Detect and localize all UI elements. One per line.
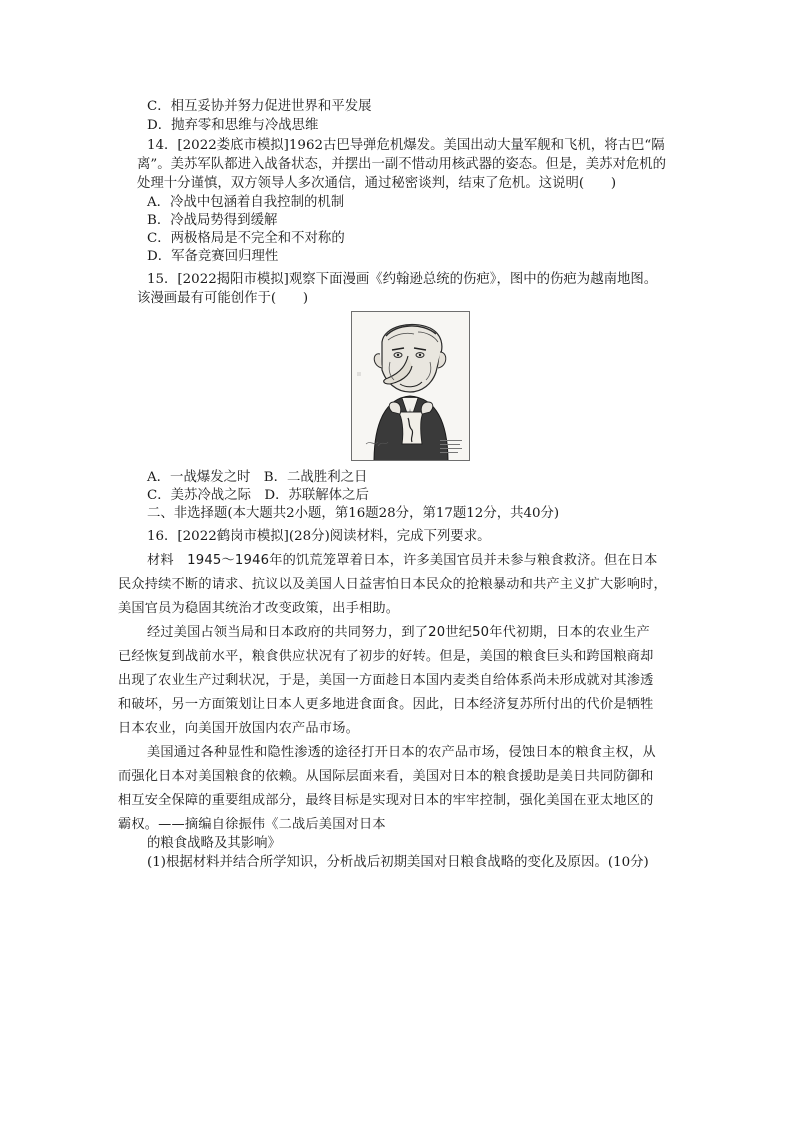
material-line-10: 而强化日本对美国粮食的依赖。从国际层面来看，美国对日本的粮食援助是美日共同防御和	[118, 769, 654, 784]
q14-option-a: A．冷战中包涵着自我控制的机制	[147, 195, 345, 210]
material-line-7: 和破坏，另一方面策划让日本人更多地进食面食。因此，日本经济复苏所付出的代价是牺牲	[118, 697, 654, 712]
material-line-1: 材料 1945～1946年的饥荒笼罩着日本，许多美国官员并未参与粮食救济。但在日本	[147, 553, 658, 568]
q14-option-b: B．冷战局势得到缓解	[147, 213, 278, 228]
q14-stem-line-1: 14．[2022娄底市模拟]1962古巴导弹危机爆发。美国出动大量军舰和飞机，将古巴“隔	[147, 138, 665, 153]
q15-options-line-1: A．一战爆发之时 B．二战胜利之日	[147, 470, 368, 485]
q16-stem: 16．[2022鹤岗市模拟](28分)阅读材料，完成下列要求。	[147, 529, 491, 544]
material-line-3: 美国官员为稳固其统治才改变政策，出手相助。	[118, 601, 400, 616]
material-line-12: 霸权。——摘编自徐振伟《二战后美国对日本	[118, 817, 386, 832]
q15-options-line-2: C．美苏冷战之际 D．苏联解体之后	[147, 488, 369, 503]
material-source-line-2: 的粮食战略及其影响》	[147, 836, 281, 851]
material-line-5: 已经恢复到战前水平，粮食供应状况有了初步的好转。但是，美国的粮食巨头和跨国粮商却	[118, 649, 654, 664]
q14-option-d: D．军备竞赛回归理性	[147, 249, 279, 264]
material-line-2: 民众持续不断的请求、抗议以及美国人日益害怕日本民众的抢粮暴动和共产主义扩大影响时，	[118, 577, 667, 592]
q15-stem-line-2: 该漫画最有可能创作于( )	[137, 291, 309, 306]
material-line-11: 相互安全保障的重要组成部分，最终目标是实现对日本的牢牢控制，强化美国在亚太地区的	[118, 793, 654, 808]
material-line-6: 出现了农业生产过剩状况，于是，美国一方面趁日本国内麦类自给体系尚未形成就对其渗透	[118, 673, 654, 688]
q13-option-d: D．抛弃零和思维与冷战思维	[147, 118, 319, 133]
q14-stem-line-2: 离”。美苏军队都进入战备状态，并摆出一副不惜动用核武器的姿态。但是，美苏对危机的	[137, 157, 667, 172]
cartoon-illustration	[352, 312, 469, 460]
q14-stem-line-3: 处理十分谨慎，双方领导人多次通信，通过秘密谈判，结束了危机。这说明( )	[137, 176, 617, 191]
material-line-4: 经过美国占领当局和日本政府的共同努力，到了20世纪50年代初期，日本的农业生产	[147, 625, 650, 640]
cartoon-figure	[351, 311, 470, 461]
material-line-9: 美国通过各种显性和隐性渗透的途径打开日本的农产品市场，侵蚀日本的粮食主权，从	[147, 745, 656, 760]
material-line-8: 日本农业，向美国开放国内农产品市场。	[118, 721, 359, 736]
q13-option-c: C．相互妥协并努力促进世界和平发展	[147, 99, 372, 114]
section-2-heading: 二、非选择题(本大题共2小题，第16题28分，第17题12分，共40分)	[147, 506, 560, 521]
q14-option-c: C．两极格局是不完全和不对称的	[147, 231, 345, 246]
q15-stem-line-1: 15．[2022揭阳市模拟]观察下面漫画《约翰逊总统的伤疤》，图中的伤疤为越南地图。	[147, 272, 658, 287]
q16-sub-question-1: (1)根据材料并结合所学知识，分析战后初期美国对日粮食战略的变化及原因。(10分)	[147, 855, 649, 870]
